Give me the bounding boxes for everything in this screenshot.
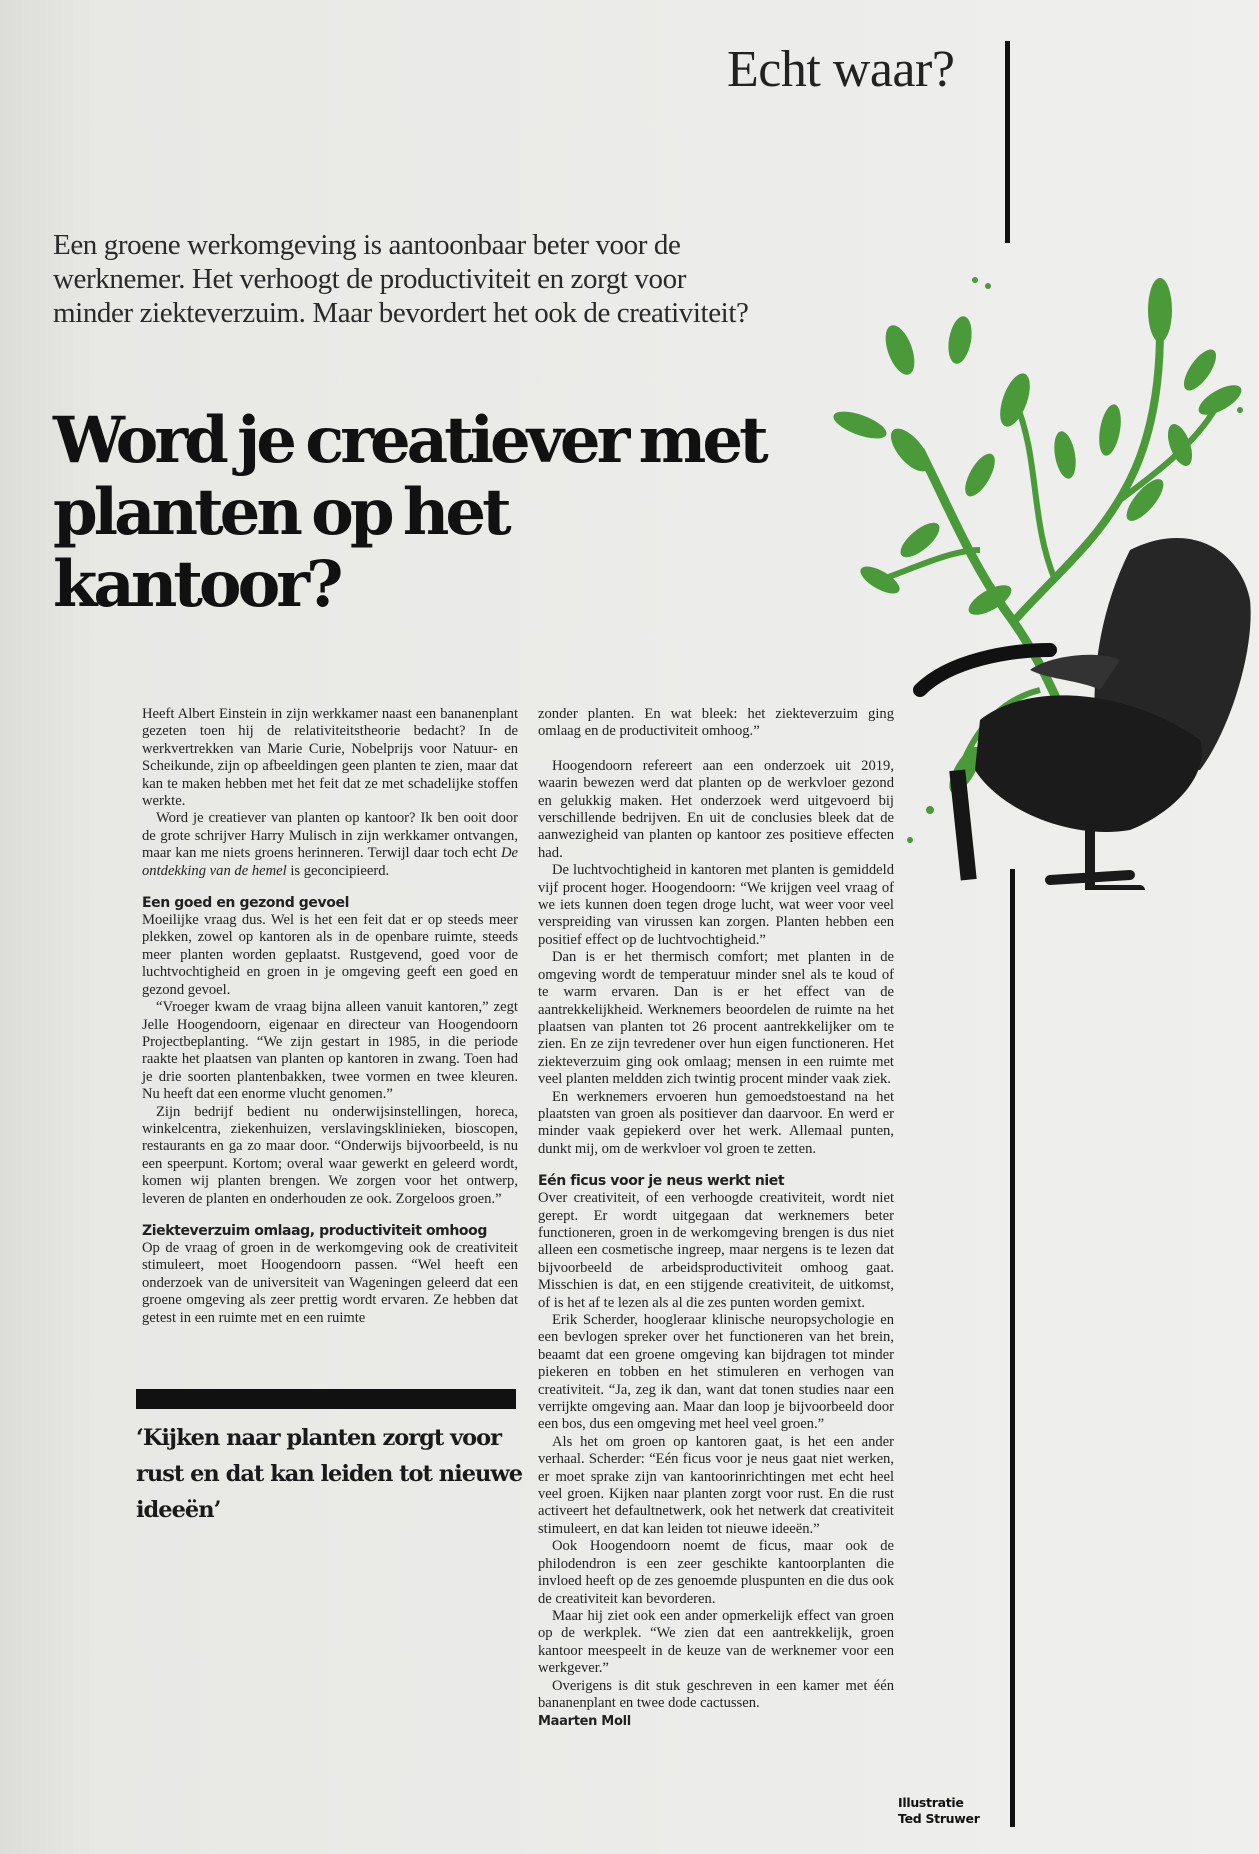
section-kicker: Echt waar? (727, 41, 955, 98)
paragraph: Over creativiteit, of een verhoogde creativiteit, wordt niet gerept. Er wordt uitgegaan dat werknemers beter functioneren, groen in de werkomgeving brengen is dus niet alleen een cosmetische ingreep, maar nergens is te lezen dat bijvoorbeeld de arbeidsproductiviteit omhoog gaat. Misschien is dat, en een stijgende creativiteit, de uitkomst, of is het af te lezen als al die zes punten worden gemixt. (538, 1190, 894, 1311)
paragraph: “Vroeger kwam de vraag bijna alleen vanuit kantoren,” zegt Jelle Hoogendoorn, eigenaar en directeur van Hoogendoorn Projectbeplanting. “We zijn gestart in 1985, in die periode raakte het plaatsen van planten op kantoren in zwang. Toen had je drie soorten plantenbakken, twee vormen en twee kleuren. Nu heeft dat een enorme vlucht genomen.” (142, 999, 518, 1103)
headline: Word je creatiever met planten op het kantoor? (53, 403, 765, 622)
paragraph-text: Word je creatiever van planten op kantoor? Ik ben ooit door de grote schrijver Harry Mulisch in zijn werkkamer ontvangen, maar kan me niets groens herinneren. Terwijl daar toch echt (142, 810, 518, 862)
paragraph: Overigens is dit stuk geschreven in een kamer met één bananenplant en twee dode cactussen. (538, 1677, 894, 1711)
subheading: Een goed en gezond gevoel (142, 895, 349, 912)
paragraph: Dan is er het thermisch comfort; met planten in de omgeving wordt de temperatuur minder snel als te koud of te warm ervaren. Dan is er het effect van de aantrekkelijkheid. Werknemers beoordelen de ruimte na het plaatsen van planten tot 26 procent aantrekkelijker om te zien. En ze zijn tevredener over hun eigen functioneren. Het ziekteverzuim ging ook omlaag; mensen in een ruimte met veel planten meldden zich twintig procent minder vaak ziek. (538, 949, 894, 1088)
paragraph: Hoogendoorn refereert aan een onderzoek uit 2019, waarin bewezen werd dat planten op de werkvloer gezond en gelukkig maken. Het onderzoek werd uitgevoerd bij verschillende bedrijven. En uit de conclusies bleek dat de aanwezigheid van planten op kantoor zes positieve effecten had. (538, 757, 894, 861)
vertical-rule-bottom (1010, 869, 1015, 1827)
paragraph: Maar hij ziet ook een ander opmerkelijk effect van groen op de werkplek. “We zien dat een aantrekkelijk, groen kantoor meespeelt in de keuze van de werknemer voor een werkgever.” (538, 1607, 894, 1677)
author-byline: Maarten Moll (538, 1714, 631, 1730)
paragraph: De luchtvochtigheid in kantoren met planten is gemiddeld vijf procent hoger. Hoogendoorn: “We krijgen veel vraag of we iets kunnen doen tegen droge lucht, wat weer voor veel verspreiding van virussen kan zorgen. Planten hebben een positief effect op de luchtvochtigheid.” (538, 862, 894, 948)
paragraph: Erik Scherder, hoogleraar klinische neuropsychologie en een bevlogen spreker over het functioneren van het brein, beaamt dat een groene omgeving kan bijdragen tot minder piekeren en tobben en het stimuleren en verhogen van creativiteit. “Ja, zeg ik dan, want dat tonen studies naar een verrijkte omgeving aan. Maar dan loop je bijvoorbeeld door een bos, dus een omgeving met heel veel groen.” (538, 1312, 894, 1433)
subheading: Ziekteverzuim omlaag, productiviteit omhoog (142, 1222, 487, 1239)
subheading: Eén ficus voor je neus werkt niet (538, 1173, 785, 1190)
paragraph-text: is geconcipieerd. (286, 862, 390, 879)
illustration-credit (898, 1795, 980, 1827)
vertical-rule-top (1005, 41, 1010, 243)
pull-quote: ‘Kijken naar planten zorgt voor rust en dat kan leiden tot nieuwe ideeën’ (136, 1425, 523, 1523)
paragraph: Ook Hoogendoorn noemt de ficus, maar ook de philodendron is een zeer geschikte kantoorplanten die invloed heeft op de zes genoemde pluspunten en die dus ook de creativiteit kan bevorderen. (538, 1538, 894, 1607)
paragraph: En werknemers ervoeren hun gemoedstoestand na het plaatsten van groen als positiever dan daarvoor. En werd er minder vaak gepiekerd over het werk. Allemaal punten, dunkt mij, om de werkvloer vol groen te zetten. (538, 1088, 894, 1157)
office-chair-icon (920, 538, 1251, 890)
paragraph: zonder planten. En wat bleek: het ziekteverzuim ging omlaag en de productiviteit omhoog.” (538, 706, 894, 740)
paragraph: Als het om groen op kantoren gaat, is het een ander verhaal. Scherder: “Eén ficus voor je neus gaat niet werken, er moet sprake zijn van kantoorinrichtingen met echt heel veel groen. Kijken naar planten zorgt voor rust. En die rust activeert het defaultnetwerk, ook het netwerk dat creativiteit stimuleert, en dat kan leiden tot nieuwe ideeën.” (538, 1433, 894, 1537)
paragraph (142, 810, 518, 880)
credit-label: Illustratie (898, 1795, 964, 1810)
intro-lead: Een groene werkomgeving is aantoonbaar beter voor de werknemer. Het verhoogt de productiviteit en zorgt voor minder ziekteverzuim. Maar bevordert het ook de creativiteit? (53, 229, 749, 329)
paragraph: Heeft Albert Einstein in zijn werkkamer naast een bananenplant gezeten toen hij de relativiteitstheorie bedacht? In de werkvertrekken van Marie Curie, Nobelprijs voor Natuur- en Scheikunde, zijn op afbeeldingen geen planten te zien, maar dat kan te maken hebben met het feit dat ze met schadelijke stoffen werkte. (142, 706, 518, 810)
pullquote-bar (136, 1389, 516, 1409)
paragraph: Op de vraag of groen in de werkomgeving ook de creativiteit stimuleert, moet Hoogendoorn passen. “Wel heeft een onderzoek van de universiteit van Wageningen geleerd dat een groene omgeving als zeer prettig wordt ervaren. Ze hebben dat getest in een ruimte met en een ruimte (142, 1239, 518, 1326)
book-title: De ontdekking van de hemel (142, 845, 518, 879)
paragraph: Zijn bedrijf bedient nu onderwijsinstellingen, horeca, winkelcentra, ziekenhuizen, verslavingsklinieken, bioscopen, restaurants en ga zo maar door. “Onderwijs bijvoorbeeld, is nu een speerpunt. Kortom; overal waar gewerkt en geleerd wordt, komen wij planten brengen. We zorgen voor het ontwerp, leveren de planten en onderhouden ze ook. Zorgeloos groen.” (142, 1103, 518, 1207)
credit-name: Ted Struwer (898, 1811, 980, 1826)
article-column-1 (142, 706, 518, 1327)
paragraph: Moeilijke vraag dus. Wel is het een feit dat er op steeds meer plekken, zowel op kantoren als in de openbare ruimte, steeds meer planten worden geplaatst. Rustgevend, goed voor de luchtvochtigheid en groen in je omgeving geeft een goed en gezond gevoel. (142, 912, 518, 998)
article-column-2 (538, 706, 894, 1731)
